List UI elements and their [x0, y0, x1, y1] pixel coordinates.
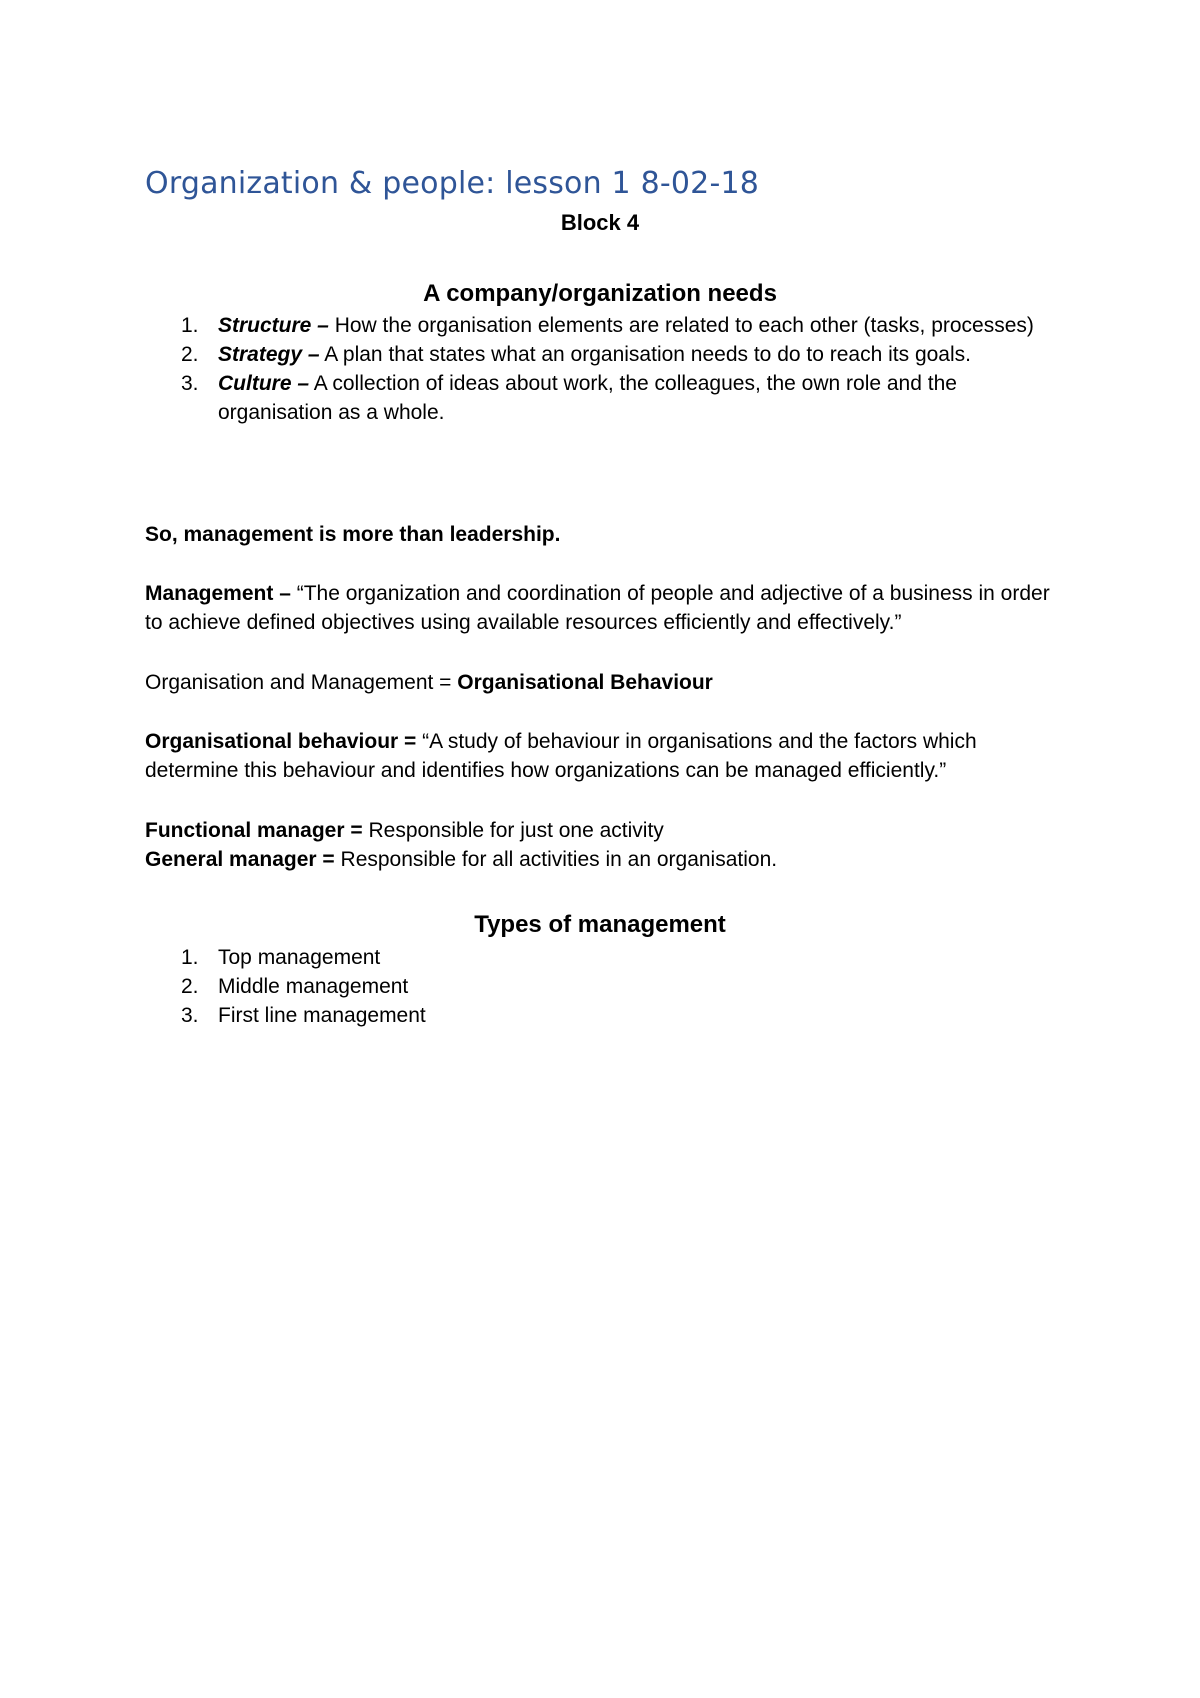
general-text: Responsible for all activities in an organisation.	[334, 848, 778, 871]
list-number: 1.	[181, 314, 199, 337]
list-term: Structure –	[218, 314, 329, 337]
list-number: 2.	[181, 343, 199, 366]
ob-term: Organisational behaviour =	[145, 730, 417, 753]
functional-term: Functional manager =	[145, 819, 363, 842]
summary-bold: So, management is more than leadership.	[145, 523, 561, 546]
equation-text: Organisation and Management =	[145, 671, 458, 694]
general-manager-line	[145, 845, 1065, 874]
list-number: 3.	[181, 1004, 199, 1027]
management-term: Management –	[145, 582, 291, 605]
functional-text: Responsible for just one activity	[362, 819, 664, 842]
summary-text	[145, 520, 1065, 549]
needs-heading: A company/organization needs	[423, 280, 777, 307]
list-item	[145, 1001, 1065, 1030]
block-label: Block 4	[560, 210, 640, 235]
list-number: 1.	[181, 946, 199, 969]
list-text: A plan that states what an organisation needs to do to reach its goals.	[319, 343, 971, 366]
types-heading: Types of management	[474, 911, 726, 938]
list-item	[145, 340, 1065, 369]
list-number: 2.	[181, 975, 199, 998]
list-text: First line management	[218, 1004, 426, 1027]
list-text: Middle management	[218, 975, 409, 998]
list-text: Top management	[218, 946, 381, 969]
management-text: “The organization and coordination of people and adjective of a business in order to achieve defined objectives using available resources efficiently and effectively.”	[145, 582, 1050, 634]
list-term: Strategy –	[218, 343, 320, 366]
equation-result: Organisational Behaviour	[457, 671, 713, 694]
types-list	[145, 943, 1065, 1030]
management-definition	[145, 579, 1065, 637]
list-item	[145, 311, 1065, 340]
list-text: How the organisation elements are related to each other (tasks, processes)	[328, 314, 1034, 337]
functional-manager-line	[145, 816, 1065, 845]
list-term: Culture –	[218, 372, 310, 395]
ob-text: “A study of behaviour in organisations and the factors which determine this behaviour and identifies how organizations can be managed efficiently.”	[145, 730, 977, 782]
general-term: General manager =	[145, 848, 335, 871]
page-title: Organization & people: lesson 1 8-02-18	[145, 166, 760, 201]
needs-list	[145, 311, 1065, 427]
equation-line	[145, 668, 1065, 697]
list-number: 3.	[181, 372, 199, 395]
ob-definition	[145, 727, 1065, 785]
list-item	[145, 972, 1065, 1001]
list-item	[145, 943, 1065, 972]
list-text: A collection of ideas about work, the colleagues, the own role and the organisation as a whole.	[218, 372, 957, 424]
list-item	[145, 369, 1065, 427]
